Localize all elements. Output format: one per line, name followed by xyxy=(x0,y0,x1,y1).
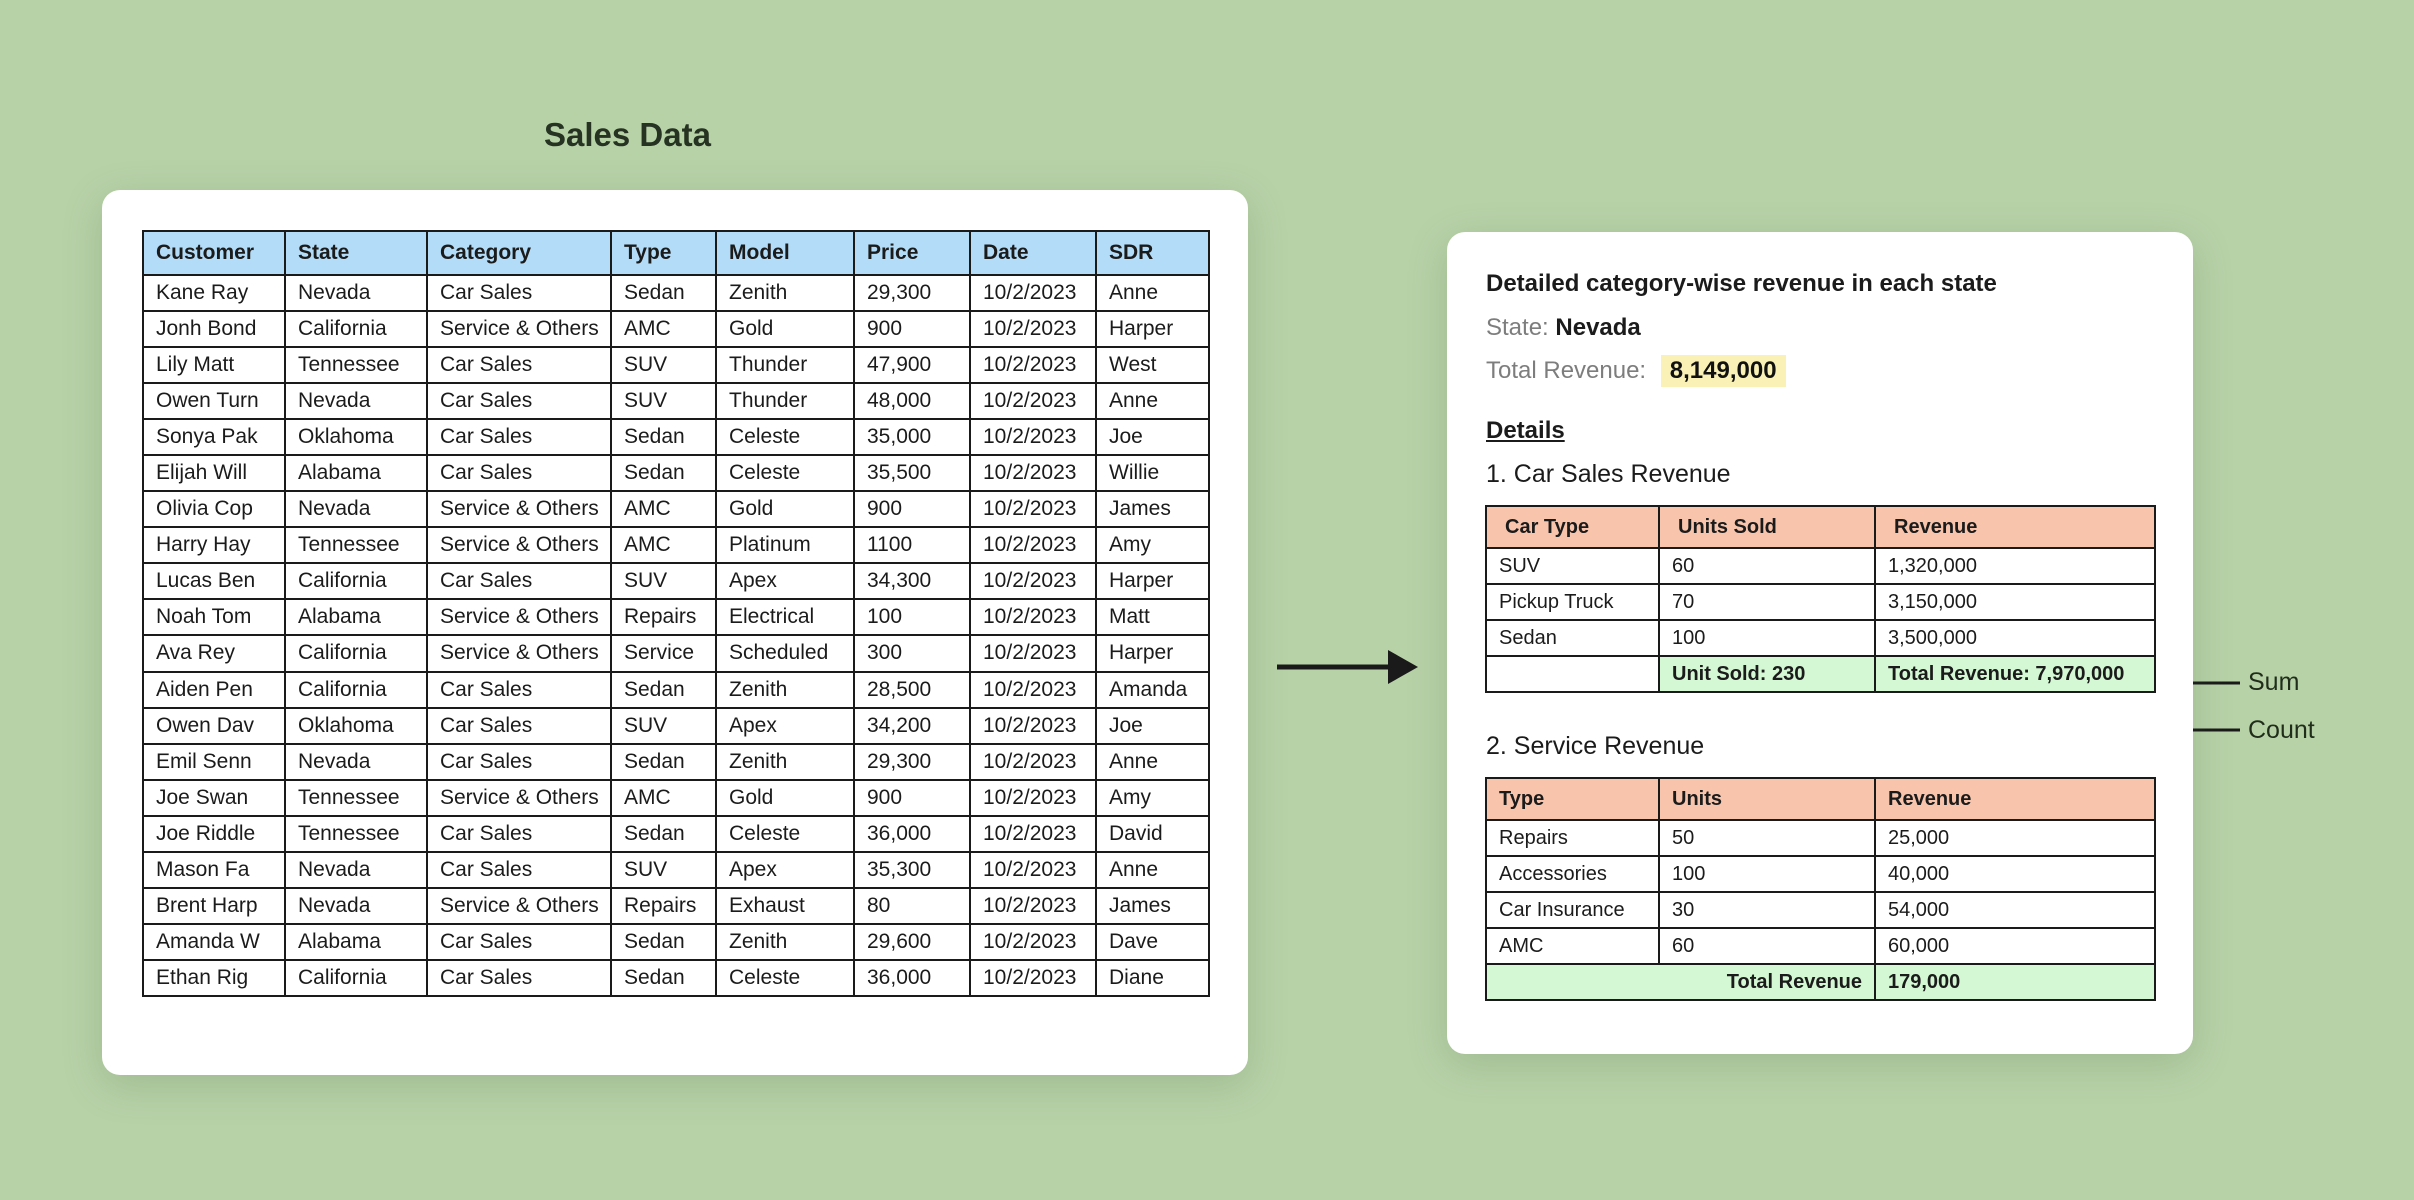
sales-table-cell: Car Sales xyxy=(427,960,611,996)
sales-table-cell: Aiden Pen xyxy=(143,672,285,708)
sales-table-cell: Repairs xyxy=(611,599,716,635)
sales-table-cell: Sedan xyxy=(611,816,716,852)
sales-table-cell: Emil Senn xyxy=(143,744,285,780)
service-table-cell: Accessories xyxy=(1486,856,1659,892)
sales-table-cell: Sedan xyxy=(611,924,716,960)
sales-table-cell: Sedan xyxy=(611,419,716,455)
sales-table-cell: Diane xyxy=(1096,960,1209,996)
sales-table-cell: Car Sales xyxy=(427,708,611,744)
sales-table-cell: Car Sales xyxy=(427,744,611,780)
sales-table-cell: Lucas Ben xyxy=(143,563,285,599)
sales-table-cell: Thunder xyxy=(716,383,854,419)
service-table-cell: 54,000 xyxy=(1875,892,2155,928)
sales-table-cell: California xyxy=(285,311,427,347)
sales-table-cell: Thunder xyxy=(716,347,854,383)
car-table-cell: 60 xyxy=(1659,548,1875,584)
sales-table-cell: Car Sales xyxy=(427,563,611,599)
sales-header-model: Model xyxy=(716,231,854,275)
sales-table-cell: 34,300 xyxy=(854,563,970,599)
sales-table-cell: Electrical xyxy=(716,599,854,635)
state-label: State: xyxy=(1486,314,1549,341)
sales-table-cell: Sedan xyxy=(611,672,716,708)
sales-table-cell: Elijah Will xyxy=(143,455,285,491)
sales-table-cell: Kane Ray xyxy=(143,275,285,311)
sales-table-cell: 900 xyxy=(854,311,970,347)
sales-table-cell: Anne xyxy=(1096,275,1209,311)
service-total-value: 179,000 xyxy=(1875,964,2155,1000)
sales-table-cell: 10/2/2023 xyxy=(970,455,1096,491)
car-table-cell: Sedan xyxy=(1486,620,1659,656)
sales-header-date: Date xyxy=(970,231,1096,275)
sales-table-cell: 48,000 xyxy=(854,383,970,419)
car-table-row xyxy=(1486,620,2155,656)
sales-table-cell: Car Sales xyxy=(427,455,611,491)
sales-table-cell: Anne xyxy=(1096,744,1209,780)
sales-table-cell: 900 xyxy=(854,491,970,527)
count-annotation: Count xyxy=(2248,716,2315,744)
sales-table-cell: Matt xyxy=(1096,599,1209,635)
sales-table-cell: Zenith xyxy=(716,672,854,708)
sales-header-customer: Customer xyxy=(143,231,285,275)
sales-table-cell: Tennessee xyxy=(285,816,427,852)
sales-table-cell: California xyxy=(285,635,427,671)
sales-table-cell: SUV xyxy=(611,563,716,599)
car-revenue-total: Total Revenue: 7,970,000 xyxy=(1875,656,2155,692)
service-table-cell: 60,000 xyxy=(1875,928,2155,964)
sales-table-cell: Joe xyxy=(1096,708,1209,744)
service-table-cell: AMC xyxy=(1486,928,1659,964)
car-table-total-row xyxy=(1486,656,2155,692)
sales-table-cell: Service & Others xyxy=(427,527,611,563)
sales-table-cell: Nevada xyxy=(285,852,427,888)
sales-table-cell: 10/2/2023 xyxy=(970,672,1096,708)
sales-table-cell: Service & Others xyxy=(427,599,611,635)
sales-table-cell: AMC xyxy=(611,780,716,816)
car-table-cell: 1,320,000 xyxy=(1875,548,2155,584)
flow-arrow-head xyxy=(1388,650,1418,684)
sales-table-cell: 36,000 xyxy=(854,960,970,996)
sales-table-cell: Brent Harp xyxy=(143,888,285,924)
sales-table-cell: Car Sales xyxy=(427,816,611,852)
sales-table-cell: Joe xyxy=(1096,419,1209,455)
service-header-revenue: Revenue xyxy=(1875,778,2155,820)
sales-table-cell: Harper xyxy=(1096,635,1209,671)
sales-table-cell: Sedan xyxy=(611,455,716,491)
car-header-units-sold: Units Sold xyxy=(1659,506,1875,548)
service-table-cell: 50 xyxy=(1659,820,1875,856)
sales-table-cell: Nevada xyxy=(285,744,427,780)
sales-table-cell: Amanda xyxy=(1096,672,1209,708)
service-table-total-row xyxy=(1486,964,2155,1000)
sales-table-cell: Car Sales xyxy=(427,419,611,455)
sales-header-state: State xyxy=(285,231,427,275)
sales-table-cell: Sedan xyxy=(611,960,716,996)
sales-table-cell: 10/2/2023 xyxy=(970,780,1096,816)
sales-table-cell: 10/2/2023 xyxy=(970,960,1096,996)
total-revenue-label: Total Revenue: xyxy=(1486,357,1647,384)
sales-table-cell: California xyxy=(285,672,427,708)
sales-table-cell: California xyxy=(285,960,427,996)
sales-table-cell: Celeste xyxy=(716,419,854,455)
state-line xyxy=(1486,314,1641,342)
revenue-detail-card xyxy=(1447,232,2193,1054)
sales-table-cell: 10/2/2023 xyxy=(970,635,1096,671)
sales-table-cell: Noah Tom xyxy=(143,599,285,635)
sales-table-cell: Harper xyxy=(1096,563,1209,599)
sales-table-cell: James xyxy=(1096,888,1209,924)
sales-table-cell: Gold xyxy=(716,311,854,347)
state-value: Nevada xyxy=(1555,314,1641,341)
service-table-cell: 25,000 xyxy=(1875,820,2155,856)
sales-table-cell: Amy xyxy=(1096,780,1209,816)
car-table-cell: 3,500,000 xyxy=(1875,620,2155,656)
sales-table-cell: Celeste xyxy=(716,816,854,852)
sales-table-cell: Service & Others xyxy=(427,491,611,527)
sales-table-cell: Joe Riddle xyxy=(143,816,285,852)
sales-table-cell: Amanda W xyxy=(143,924,285,960)
sales-table-cell: Nevada xyxy=(285,383,427,419)
sales-table-cell: Nevada xyxy=(285,275,427,311)
sales-table-cell: Tennessee xyxy=(285,527,427,563)
sales-table-cell: 35,500 xyxy=(854,455,970,491)
sales-table-cell: Gold xyxy=(716,780,854,816)
sales-table-cell: 10/2/2023 xyxy=(970,888,1096,924)
sales-table-cell: 80 xyxy=(854,888,970,924)
sales-table-cell: Repairs xyxy=(611,888,716,924)
service-table-row xyxy=(1486,928,2155,964)
sales-table-cell: Jonh Bond xyxy=(143,311,285,347)
sales-table-cell: Service xyxy=(611,635,716,671)
service-table-cell: 40,000 xyxy=(1875,856,2155,892)
sales-table-cell: 47,900 xyxy=(854,347,970,383)
sales-table-cell: Sedan xyxy=(611,744,716,780)
sales-table-cell: SUV xyxy=(611,383,716,419)
service-table-row xyxy=(1486,856,2155,892)
total-revenue-line xyxy=(1486,355,1786,387)
sales-table-cell: 29,300 xyxy=(854,744,970,780)
sales-table-cell: 35,000 xyxy=(854,419,970,455)
sales-table-cell: 10/2/2023 xyxy=(970,563,1096,599)
sales-table-cell: Exhaust xyxy=(716,888,854,924)
car-table-cell: SUV xyxy=(1486,548,1659,584)
sales-table-cell: Car Sales xyxy=(427,924,611,960)
sales-table-cell: 10/2/2023 xyxy=(970,275,1096,311)
sales-table-cell: Willie xyxy=(1096,455,1209,491)
sales-table-cell: Car Sales xyxy=(427,347,611,383)
sales-table-cell: Tennessee xyxy=(285,347,427,383)
sales-table-cell: Apex xyxy=(716,708,854,744)
sales-table-cell: Car Sales xyxy=(427,672,611,708)
sales-table-cell: 10/2/2023 xyxy=(970,708,1096,744)
car-table-cell: 100 xyxy=(1659,620,1875,656)
sales-table-cell: 36,000 xyxy=(854,816,970,852)
sales-table-cell: Oklahoma xyxy=(285,419,427,455)
sales-table-cell: Harry Hay xyxy=(143,527,285,563)
service-table-cell: Car Insurance xyxy=(1486,892,1659,928)
sales-table-cell: Amy xyxy=(1096,527,1209,563)
sales-table-cell: Joe Swan xyxy=(143,780,285,816)
sales-table-cell: AMC xyxy=(611,491,716,527)
service-header-units: Units xyxy=(1659,778,1875,820)
service-section-title: 2. Service Revenue xyxy=(1486,732,1705,760)
sales-table-cell: 35,300 xyxy=(854,852,970,888)
sales-table-cell: Anne xyxy=(1096,383,1209,419)
service-table-header-row xyxy=(1486,778,2155,820)
sales-table-cell: Lily Matt xyxy=(143,347,285,383)
sales-table-cell: 10/2/2023 xyxy=(970,383,1096,419)
sales-table-cell: Alabama xyxy=(285,599,427,635)
service-revenue-table xyxy=(1485,777,2156,1001)
sales-table-cell: 10/2/2023 xyxy=(970,744,1096,780)
car-sales-section-title: 1. Car Sales Revenue xyxy=(1486,460,1731,488)
sales-table-cell: Alabama xyxy=(285,924,427,960)
sales-table-cell: 10/2/2023 xyxy=(970,419,1096,455)
sales-table-cell: Owen Turn xyxy=(143,383,285,419)
sales-table-cell: 10/2/2023 xyxy=(970,491,1096,527)
details-heading: Details xyxy=(1486,417,1565,444)
sales-table-cell: Nevada xyxy=(285,888,427,924)
service-table-row xyxy=(1486,892,2155,928)
sales-header-category: Category xyxy=(427,231,611,275)
sales-header-sdr: SDR xyxy=(1096,231,1209,275)
service-total-label: Total Revenue xyxy=(1486,964,1875,1000)
total-revenue-value: 8,149,000 xyxy=(1661,355,1786,387)
service-header-type: Type xyxy=(1486,778,1659,820)
car-table-row xyxy=(1486,548,2155,584)
sales-table-cell: Celeste xyxy=(716,960,854,996)
sales-table-cell: AMC xyxy=(611,527,716,563)
sales-table-cell: 900 xyxy=(854,780,970,816)
sales-table-cell: Car Sales xyxy=(427,852,611,888)
sales-table-cell: Olivia Cop xyxy=(143,491,285,527)
sales-table-cell: Zenith xyxy=(716,924,854,960)
sales-table-cell: 10/2/2023 xyxy=(970,347,1096,383)
sales-table-cell: Anne xyxy=(1096,852,1209,888)
sales-table-cell: 34,200 xyxy=(854,708,970,744)
sum-annotation: Sum xyxy=(2248,668,2300,696)
sales-table-cell: David xyxy=(1096,816,1209,852)
sales-table-cell: 29,300 xyxy=(854,275,970,311)
car-table-cell: 3,150,000 xyxy=(1875,584,2155,620)
detail-title: Detailed category-wise revenue in each state xyxy=(1486,270,1997,297)
sales-header-type: Type xyxy=(611,231,716,275)
sales-table-cell: Gold xyxy=(716,491,854,527)
sales-table-cell: Owen Dav xyxy=(143,708,285,744)
car-table-header-row xyxy=(1486,506,2155,548)
sales-table-cell: Zenith xyxy=(716,275,854,311)
sales-table-cell: Sedan xyxy=(611,275,716,311)
service-table-cell: 100 xyxy=(1659,856,1875,892)
sales-table-cell: Service & Others xyxy=(427,635,611,671)
sales-table-cell: James xyxy=(1096,491,1209,527)
sales-table-cell: Dave xyxy=(1096,924,1209,960)
sales-table-cell: Sonya Pak xyxy=(143,419,285,455)
service-table-row xyxy=(1486,820,2155,856)
sales-table-cell: Car Sales xyxy=(427,275,611,311)
sales-table-cell: Car Sales xyxy=(427,383,611,419)
sales-table-cell: Platinum xyxy=(716,527,854,563)
sales-table-cell: 10/2/2023 xyxy=(970,599,1096,635)
sales-table-cell: AMC xyxy=(611,311,716,347)
sales-table-cell: 100 xyxy=(854,599,970,635)
sales-table-cell: SUV xyxy=(611,852,716,888)
service-table-cell: 30 xyxy=(1659,892,1875,928)
sales-table-cell: 1100 xyxy=(854,527,970,563)
car-table-cell: Pickup Truck xyxy=(1486,584,1659,620)
sales-table-cell: Zenith xyxy=(716,744,854,780)
sales-table-cell: Ethan Rig xyxy=(143,960,285,996)
sales-table-cell: 10/2/2023 xyxy=(970,816,1096,852)
sales-table-cell: Oklahoma xyxy=(285,708,427,744)
sales-table-cell: Scheduled xyxy=(716,635,854,671)
sales-table-cell: 10/2/2023 xyxy=(970,311,1096,347)
car-table-row xyxy=(1486,584,2155,620)
sales-table-cell: Apex xyxy=(716,563,854,599)
service-table-cell: Repairs xyxy=(1486,820,1659,856)
sales-table-cell: Alabama xyxy=(285,455,427,491)
sales-table-cell: Nevada xyxy=(285,491,427,527)
sales-table-cell: 28,500 xyxy=(854,672,970,708)
sales-header-price: Price xyxy=(854,231,970,275)
sales-data-heading: Sales Data xyxy=(544,116,711,153)
sales-table-cell: Mason Fa xyxy=(143,852,285,888)
sales-table-cell: 10/2/2023 xyxy=(970,924,1096,960)
sales-table-cell: SUV xyxy=(611,347,716,383)
sales-table-cell: Tennessee xyxy=(285,780,427,816)
sales-table-cell: West xyxy=(1096,347,1209,383)
sales-table-cell: 10/2/2023 xyxy=(970,852,1096,888)
car-table-cell: 70 xyxy=(1659,584,1875,620)
sales-table-cell: Harper xyxy=(1096,311,1209,347)
service-table-cell: 60 xyxy=(1659,928,1875,964)
sales-table-cell: Apex xyxy=(716,852,854,888)
sales-table-cell: SUV xyxy=(611,708,716,744)
car-header-revenue: Revenue xyxy=(1875,506,2155,548)
sales-table-cell: California xyxy=(285,563,427,599)
car-header-car-type: Car Type xyxy=(1486,506,1659,548)
sales-table-cell: Service & Others xyxy=(427,311,611,347)
sales-table-cell: 300 xyxy=(854,635,970,671)
sales-table-cell: 10/2/2023 xyxy=(970,527,1096,563)
sales-table-cell: Service & Others xyxy=(427,780,611,816)
sales-table-cell: Ava Rey xyxy=(143,635,285,671)
sales-table-cell: Service & Others xyxy=(427,888,611,924)
sales-table-cell: 29,600 xyxy=(854,924,970,960)
car-sales-table xyxy=(1485,505,2156,693)
empty-cell xyxy=(1486,656,1659,692)
sales-table-cell: Celeste xyxy=(716,455,854,491)
units-sold-total: Unit Sold: 230 xyxy=(1659,656,1875,692)
